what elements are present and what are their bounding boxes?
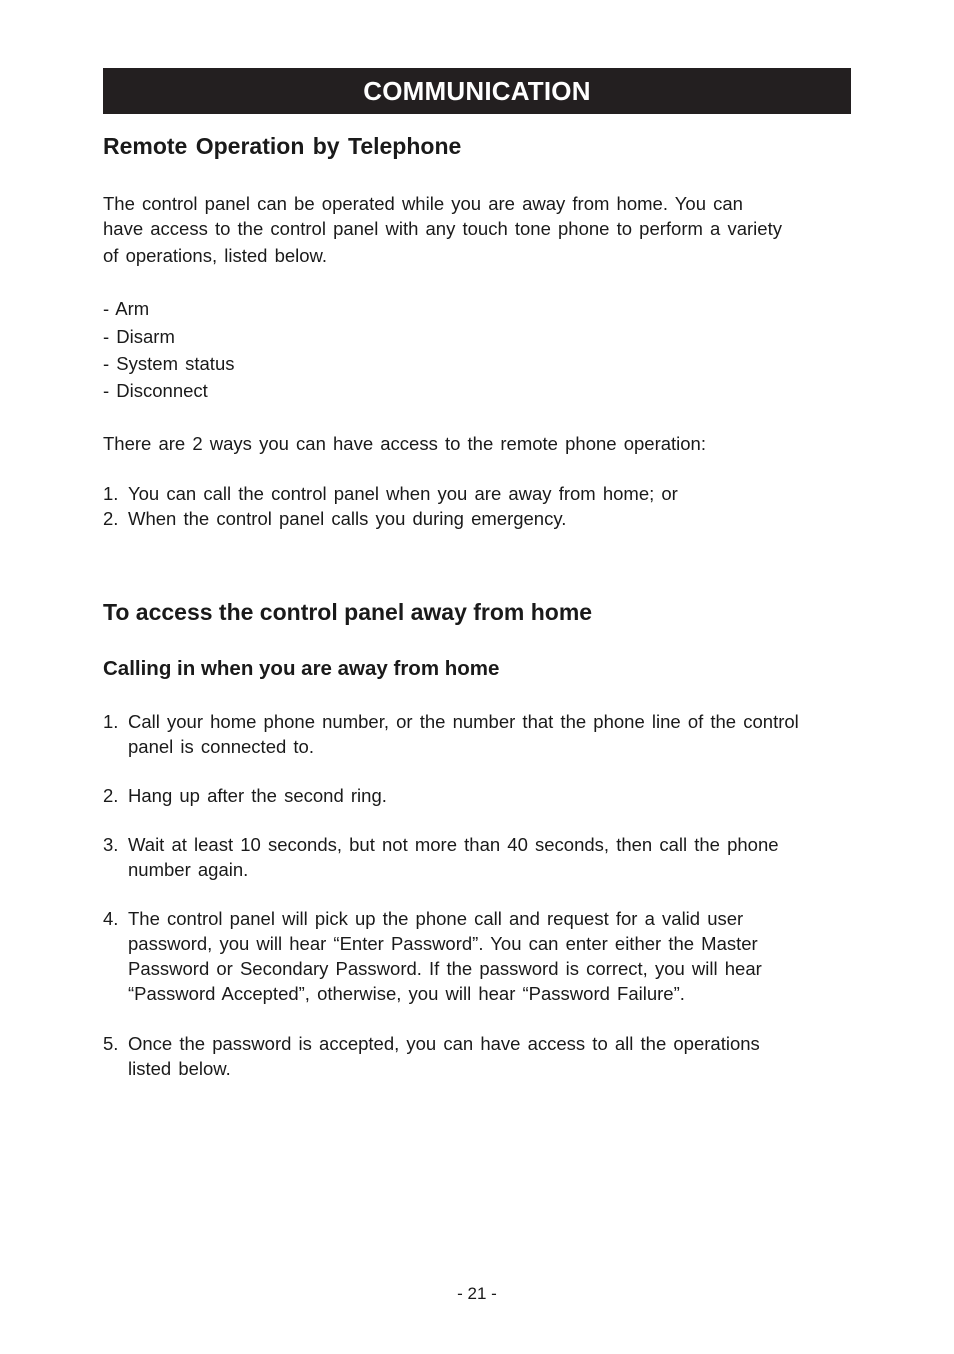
heading-access-away: To access the control panel away from home xyxy=(103,599,593,625)
step-item xyxy=(103,832,863,882)
step-line: Password or Secondary Password. If the password is correct, you will hear xyxy=(128,958,762,979)
operation-item-disconnect: - Disconnect xyxy=(103,380,208,401)
step-line: password, you will hear “Enter Password”. You can enter either the Master xyxy=(128,933,758,954)
step-number: 4. xyxy=(103,908,119,929)
step-line: “Password Accepted”, otherwise, you will hear “Password Failure”. xyxy=(128,983,685,1004)
intro-paragraph xyxy=(103,191,843,268)
operation-item-system-status: - System status xyxy=(103,353,235,374)
way-number: 2. xyxy=(103,508,119,529)
step-item xyxy=(103,783,863,808)
heading-remote-operation: Remote Operation by Telephone xyxy=(103,133,462,159)
step-line: listed below. xyxy=(128,1058,231,1079)
step-line: Wait at least 10 seconds, but not more than 40 seconds, then call the phone xyxy=(128,834,779,855)
way-item xyxy=(103,481,863,506)
step-number: 3. xyxy=(103,834,119,855)
step-line: Hang up after the second ring. xyxy=(128,785,387,806)
operation-item-arm: - Arm xyxy=(103,298,150,319)
step-line: The control panel will pick up the phone call and request for a valid user xyxy=(128,908,744,929)
step-text xyxy=(128,783,863,808)
step-item xyxy=(103,1031,863,1081)
operation-item-disarm: - Disarm xyxy=(103,326,175,347)
way-number: 1. xyxy=(103,483,119,504)
way-text: When the control panel calls you during emergency. xyxy=(128,508,567,529)
way-item xyxy=(103,506,863,531)
step-text xyxy=(128,906,863,1006)
way-text: You can call the control panel when you are away from home; or xyxy=(128,483,678,504)
heading-calling-in: Calling in when you are away from home xyxy=(103,657,500,680)
page-number: - 21 - xyxy=(457,1284,497,1303)
step-line: panel is connected to. xyxy=(128,736,314,757)
step-line: Call your home phone number, or the number that the phone line of the control xyxy=(128,711,799,732)
step-text xyxy=(128,709,863,759)
section-banner xyxy=(103,68,851,114)
intro-line: of operations, listed below. xyxy=(103,245,328,266)
step-line: Once the password is accepted, you can have access to all the operations xyxy=(128,1033,760,1054)
step-text xyxy=(128,832,863,882)
step-text xyxy=(128,1031,863,1081)
step-number: 5. xyxy=(103,1033,119,1054)
step-item xyxy=(103,906,863,1006)
step-item xyxy=(103,709,863,759)
section-banner-title: COMMUNICATION xyxy=(363,75,591,106)
intro-line: have access to the control panel with any touch tone phone to perform a variety xyxy=(103,218,782,239)
step-line: number again. xyxy=(128,859,249,880)
ways-intro: There are 2 ways you can have access to the remote phone operation: xyxy=(103,433,706,454)
intro-line: The control panel can be operated while you are away from home. You can xyxy=(103,193,743,214)
step-number: 2. xyxy=(103,785,119,806)
step-number: 1. xyxy=(103,711,119,732)
